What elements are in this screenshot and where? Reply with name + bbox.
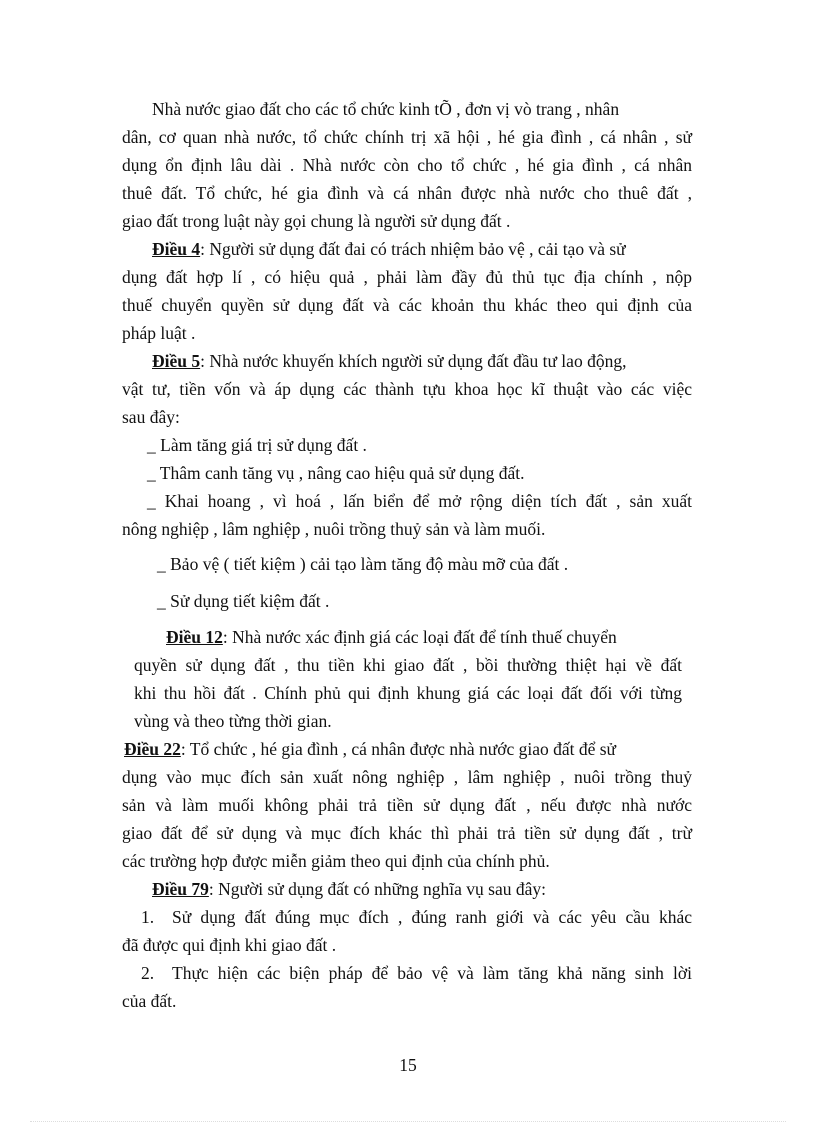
article-79-label: Điều 79 [152, 879, 209, 899]
article-79-line-1: Điều 79: Người sử dụng đất có những nghĩa vụ sau đây: [152, 879, 546, 899]
article-22-line-5: các trường hợp được miễn giảm theo qui định của chính phủ. [122, 851, 550, 871]
paragraph-1-line-5: giao đất trong luật này gọi chung là người sử dụng đất . [122, 211, 511, 231]
article-4-line-3: thuế chuyển quyền sử dụng đất và các khoản thu khác theo qui định của [122, 295, 692, 315]
article-5-bullet-4: _ Bảo vệ ( tiết kiệm ) cải tạo làm tăng độ màu mỡ của đất . [157, 554, 569, 574]
article-22-label: Điều 22 [124, 739, 181, 759]
article-5-bullet-2: _ Thâm canh tăng vụ , nâng cao hiệu quả sử dụng đất. [147, 463, 525, 483]
article-4-line-1: Điều 4: Người sử dụng đất đai có trách nhiệm bảo vệ , cải tạo và sử [152, 239, 626, 259]
article-4-line-2: dụng đất hợp lí , có hiệu quả , phải làm đầy đủ thủ tục địa chính , nộp [122, 267, 692, 287]
article-22-line-4: giao đất để sử dụng và mục đích khác thì phải trả tiền sử dụng đất , trừ [122, 823, 692, 843]
article-22-line-1: Điều 22: Tổ chức , hé gia đình , cá nhân được nhà nước giao đất để sử [124, 739, 617, 759]
article-22-line-2: dụng vào mục đích sản xuất nông nghiệp , lâm nghiệp , nuôi trồng thuỷ [122, 767, 692, 787]
article-79-item-2-number: 2. [141, 963, 155, 983]
article-5-bullet-3-continued: nông nghiệp , lâm nghiệp , nuôi trồng thuỷ sản và làm muối. [122, 519, 546, 539]
article-12-line-4: vùng và theo từng thời gian. [134, 711, 332, 731]
article-79-item-2-line-2: của đất. [122, 991, 177, 1011]
article-22-line-3: sản và làm muối không phải trả tiền sử dụng đất , nếu được nhà nước [122, 795, 692, 815]
article-79-item-1-number: 1. [141, 907, 155, 927]
article-5-line-3: sau đây: [122, 407, 180, 427]
article-79-item-1-line-1: Sử dụng đất đúng mục đích , đúng ranh giới và các yêu cầu khác [172, 907, 692, 927]
article-12-line-2: quyền sử dụng đất , thu tiền khi giao đất , bồi thường thiệt hại về đất [134, 655, 682, 675]
page-number: 15 [399, 1055, 417, 1075]
article-5-line-1: Điều 5: Nhà nước khuyến khích người sử dụng đất đầu tư lao động, [152, 351, 627, 371]
article-5-line-2: vật tư, tiền vốn và áp dụng các thành tựu khoa học kĩ thuật vào các việc [122, 379, 692, 399]
article-5-label: Điều 5 [152, 351, 201, 371]
article-79-item-2-line-1: Thực hiện các biện pháp để bảo vệ và làm tăng khả năng sinh lời [172, 963, 692, 983]
article-12-label: Điều 12 [166, 627, 223, 647]
paragraph-1-line-2: dân, cơ quan nhà nước, tổ chức chính trị xã hội , hé gia đình , cá nhân , sử [122, 127, 692, 147]
article-12-line-1: Điều 12: Nhà nước xác định giá các loại đất để tính thuế chuyển [166, 627, 617, 647]
article-12-line-3: khi thu hồi đất . Chính phủ qui định khung giá các loại đất đối với từng [134, 683, 682, 703]
article-5-bullet-5: _ Sử dụng tiết kiệm đất . [157, 591, 330, 611]
paragraph-1-line-1: Nhà nước giao đất cho các tổ chức kinh tÕ , đơn vị vò trang , nhân [152, 99, 620, 119]
article-4-label: Điều 4 [152, 239, 201, 259]
article-4-line-4: pháp luật . [122, 323, 196, 343]
paragraph-1-line-3: dụng ổn định lâu dài . Nhà nước còn cho tổ chức , hé gia đình , cá nhân [122, 155, 692, 175]
article-5-bullet-3: _ Khai hoang , vì hoá , lấn biển để mở rộng diện tích đất , sản xuất [147, 491, 692, 511]
article-79-item-1-line-2: đã được qui định khi giao đất . [122, 935, 337, 955]
article-5-bullet-1: _ Làm tăng giá trị sử dụng đất . [147, 435, 367, 455]
page-bottom-divider [30, 1121, 786, 1122]
paragraph-1-line-4: thuê đất. Tổ chức, hé gia đình và cá nhân được nhà nước cho thuê đất , [122, 183, 692, 203]
